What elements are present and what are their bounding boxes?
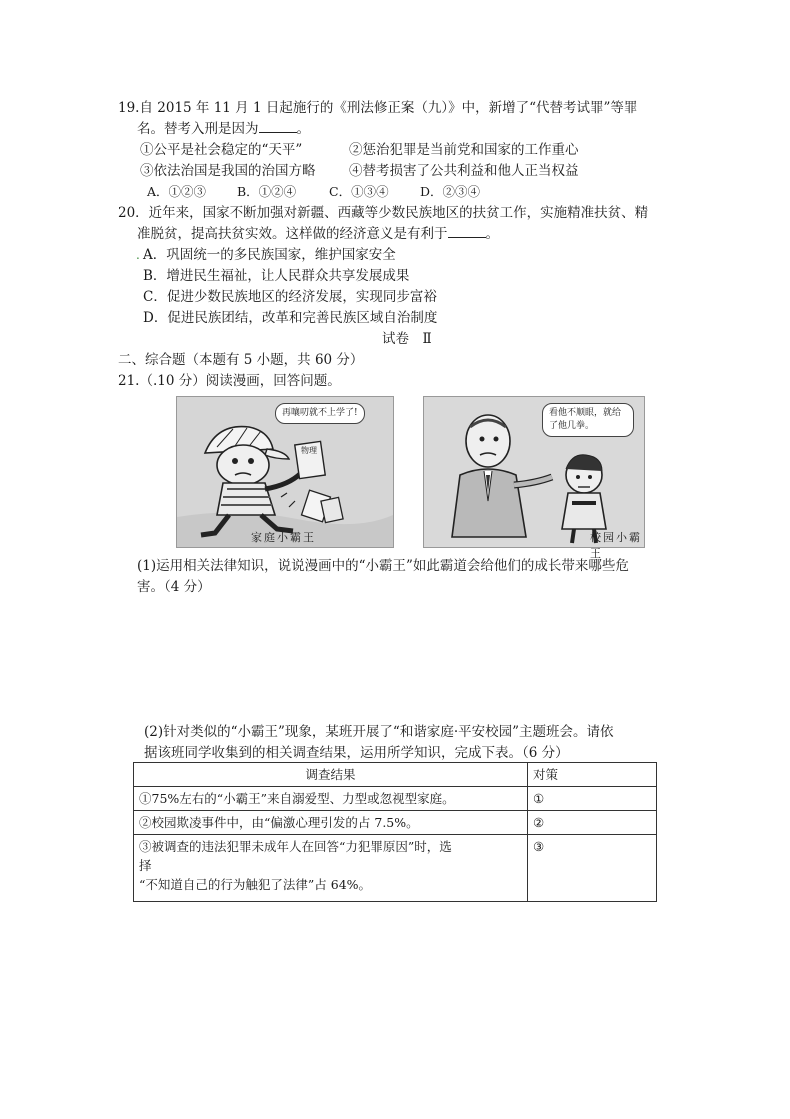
measure-cell-1[interactable]: ① — [528, 787, 657, 811]
col-header-result: 调查结果 — [134, 763, 528, 787]
q21-sub1-line2: 害。（4 分） — [137, 579, 211, 595]
q19-stem-line1: 19.自 2015 年 11 月 1 日起施行的《刑法修正案（九）》中，新增了“代替考试罪”等罪 — [118, 100, 638, 116]
result-cell-3-line2: 择 — [139, 858, 152, 873]
home-bully-speech-bubble: 再嚷叨就不上学了! — [275, 403, 365, 424]
school-bully-speech-bubble — [542, 403, 634, 437]
q21-heading: 21.（.10 分）阅读漫画，回答问题。 — [118, 373, 341, 389]
q20-stem-text: 准脱贫，提高扶贫实效。这样做的经济意义是有利于 — [137, 226, 448, 242]
q19-choice-b[interactable]: B．①②④ — [237, 184, 297, 199]
q19-choice-a[interactable]: A．①②③ — [147, 184, 207, 199]
table-row — [134, 835, 657, 902]
q20-stem-line2 — [137, 224, 499, 244]
table-header-row — [134, 763, 657, 787]
stray-dot: . — [136, 248, 140, 262]
q20-choice-d[interactable]: D．促进民族团结，改革和完善民族区域自治制度 — [143, 310, 438, 326]
q21-sub2-line2: 据该班同学收集到的相关调查结果，运用所学知识，完成下表。（6 分） — [144, 745, 569, 761]
measure-cell-2[interactable]: ② — [528, 811, 657, 835]
paper2-title: 试卷 Ⅱ — [382, 331, 432, 347]
book-label: 物理 — [301, 446, 317, 455]
result-cell-3-line3: “不知道自己的行为触犯了法律”占 64%。 — [139, 877, 372, 892]
q19-stem-text: 名。替考入刑是因为 — [137, 121, 259, 137]
measure-cell-3[interactable]: ③ — [528, 835, 657, 902]
result-cell-3-line1: ③被调查的违法犯罪未成年人在回答“力犯罪原因”时，选 — [139, 839, 452, 854]
q20-choice-a[interactable]: A．巩固统一的多民族国家，维护国家安全 — [143, 247, 396, 263]
q20-answer-blank[interactable] — [448, 225, 486, 238]
q19-choice-d[interactable]: D．②③④ — [420, 184, 481, 199]
section2-heading: 二、综合题（本题有 5 小题，共 60 分） — [118, 352, 364, 368]
school-bully-caption: 校园小霸王 — [590, 531, 642, 560]
q19-stem-line2 — [137, 119, 310, 139]
q21-sub1-answer-area[interactable] — [137, 600, 657, 710]
result-cell-2: ②校园欺凌事件中，由“偏激心理引发的占 7.5%。 — [134, 811, 528, 835]
school-bully-speech-line2: 了他几拳。 — [549, 421, 595, 431]
q21-sub2-line1: (2)针对类似的“小霸王”现象，某班开展了“和谐家庭·平安校园”主题班会。请依 — [144, 724, 614, 740]
home-bully-caption: 家庭小霸王 — [251, 531, 316, 544]
q19-option-4: ④替考损害了公共利益和他人正当权益 — [349, 163, 579, 179]
school-bully-speech-line1: 看他不顺眼，就给 — [549, 408, 622, 418]
q21-sub1-line1: (1)运用相关法律知识，说说漫画中的“小霸王”如此霸道会给他们的成长带来哪些危 — [137, 558, 629, 574]
q19-option-2: ②惩治犯罪是当前党和国家的工作重心 — [349, 142, 579, 158]
cartoon-home-bully — [176, 396, 394, 548]
cartoon-school-bully — [423, 396, 645, 560]
q19-choice-c[interactable]: C．①③④ — [329, 184, 389, 199]
q20-stem-line1: 20．近年来，国家不断加强对新疆、西藏等少数民族地区的扶贫工作，实施精准扶贫、精 — [118, 205, 649, 221]
survey-table — [133, 762, 657, 902]
q20-choice-b[interactable]: B．增进民生福祉，让人民群众共享发展成果 — [143, 268, 410, 284]
q20-choice-c[interactable]: C．促进少数民族地区的经济发展，实现同步富裕 — [143, 289, 437, 305]
q20-stem-end: 。 — [485, 226, 499, 242]
col-header-measure: 对策 — [528, 763, 657, 787]
q19-option-3: ③依法治国是我国的治国方略 — [140, 163, 316, 179]
result-cell-3 — [134, 835, 528, 902]
q19-answer-blank[interactable] — [259, 120, 297, 133]
result-cell-1: ①75%左右的“小霸王”来自溺爱型、力型或忽视型家庭。 — [134, 787, 528, 811]
q19-stem-end: 。 — [296, 121, 310, 137]
table-row — [134, 811, 657, 835]
table-row — [134, 787, 657, 811]
q19-option-1: ①公平是社会稳定的“天平” — [140, 142, 303, 158]
